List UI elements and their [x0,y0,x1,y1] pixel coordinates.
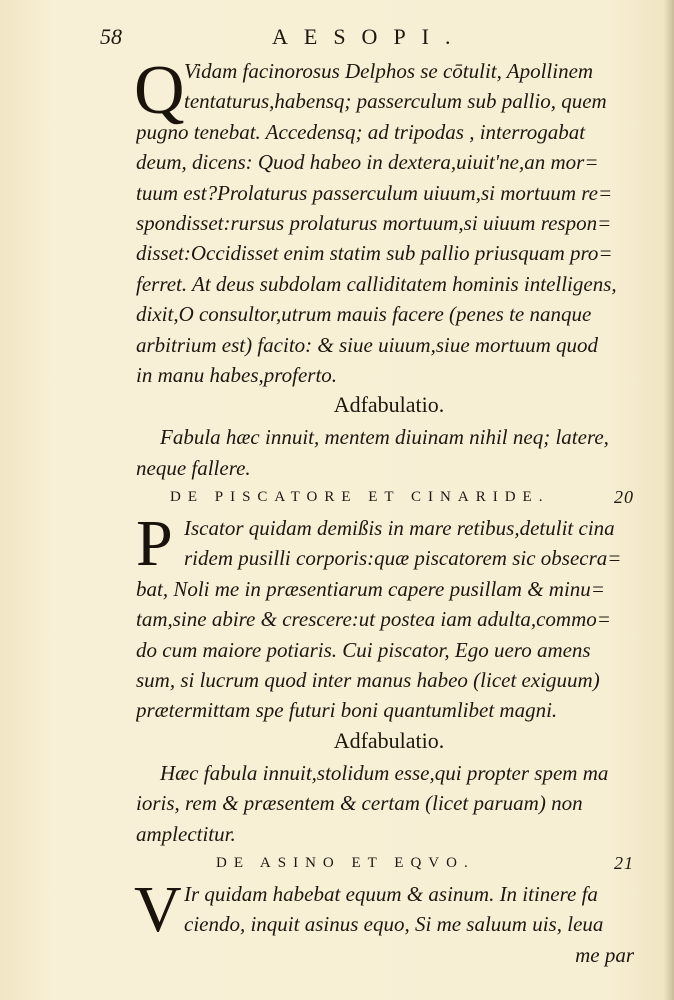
drop-capital-q: Q [134,52,185,129]
fable-19-text [134,52,634,390]
text-line: deum, dicens: Quod habeo in dextera,uiuit'ne,an mor= [136,150,599,175]
text-line: tam,sine abire & crescere:ut postea iam adulta,commo= [136,607,611,632]
text-line: spondisset:rursus prolaturus mortuum,si uiuum respon= [136,210,612,235]
fable-title-text: DE PISCATORE ET CINARIDE. [170,489,550,506]
moral-line: Hæc fabula innuit,stolidum esse,qui propter spem ma [160,760,609,785]
running-title: AESOPI. [272,24,467,49]
drop-capital-p: P [136,507,173,581]
page-header [0,24,674,54]
adfabulatio-heading: Adfabulatio. [333,392,445,418]
text-line: bat, Noli me in præsentiarum capere pusillam & minu= [136,576,605,601]
text-line: Ir quidam habebat equum & asinum. In itinere fa [184,881,598,906]
fable-number: 20 [614,487,634,508]
text-line: pugno tenebat. Accedensq; ad tripodas , interrogabat [136,119,586,144]
text-line: tentaturus,habensq; passerculum sub pallio, quem [184,89,607,114]
text-line: ciendo, inquit asinus equo, Si me saluum uis, leua [184,912,604,937]
adfabulatio-heading: Adfabulatio. [333,727,445,753]
moral-line: Fabula hæc innuit, mentem diuinam nihil neq; latere, [160,425,609,450]
fable-number: 21 [614,852,634,873]
text-line: ridem pusilli corporis:quæ piscatorem sic obsecra= [184,546,622,571]
text-line: dixit,O consultor,utrum mauis facere (penes te nanque [136,302,592,327]
moral-line: neque fallere. [136,455,251,480]
text-line: prætermittam spe futuri boni quantumlibet magni. [136,698,558,723]
page-number: 58 [100,24,122,49]
fable-20-text [136,507,634,726]
fable-title-text: DE ASINO ET EQVO. [216,854,475,871]
moral-line: ioris, rem & præsentem & certam (licet paruam) non [136,791,583,816]
text-line: arbitrium est) facito: & siue uiuum,siue mortuum quod [136,332,598,357]
page-body [134,52,634,970]
text-line: do cum maiore potiaris. Cui piscator, Ego uero amens [136,637,591,662]
catchword: me par [575,942,634,967]
text-line: sum, si lucrum quod inter manus habeo (licet exiguum) [136,668,600,693]
text-line: Vidam facinorosus Delphos se cōtulit, Apollinem [184,59,594,83]
fable-title [216,849,634,879]
moral-line: amplectitur. [136,821,236,846]
text-line: Iscator quidam demißis in mare retibus,detulit cina [184,516,615,541]
text-line: tuum est?Prolaturus passerculum uiuum,si mortuum re= [136,180,613,205]
page-edge-shadow [664,0,674,1000]
text-line: in manu habes,proferto. [136,362,338,387]
text-line: disset:Occidisset enim statim sub pallio priusquam pro= [136,241,613,266]
fable-21-text [134,872,634,946]
text-line: ferret. At deus subdolam calliditatem hominis intelligens, [136,271,617,296]
drop-capital-v: V [134,872,182,946]
fable-title [170,483,634,513]
